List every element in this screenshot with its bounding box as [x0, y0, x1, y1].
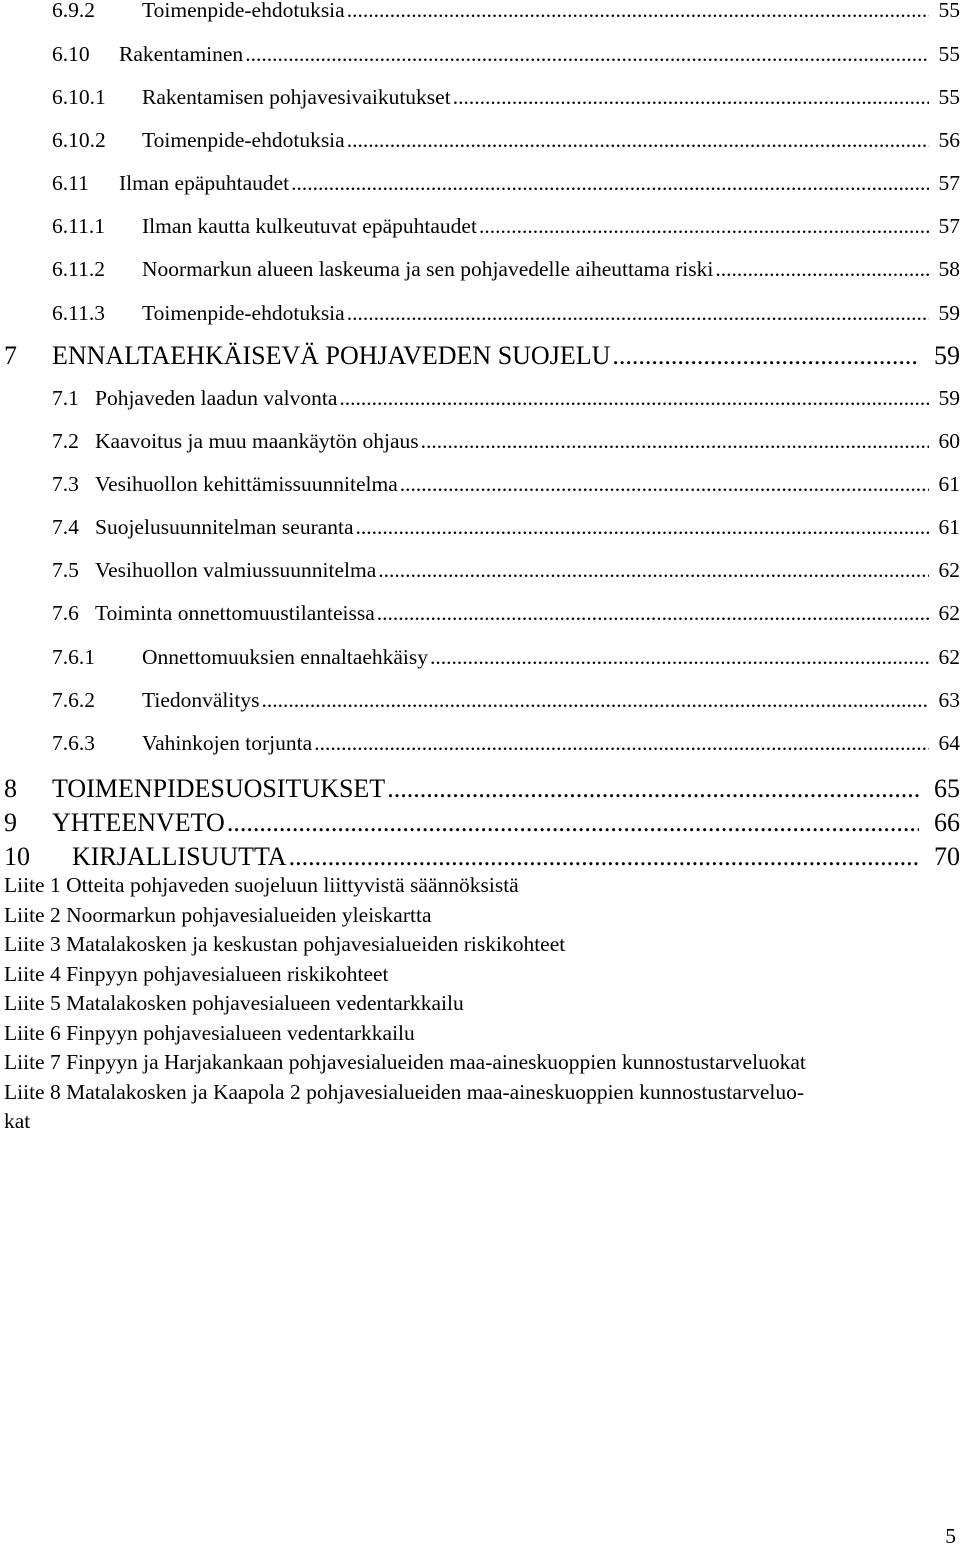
toc-entry-title-line [142, 296, 960, 330]
toc-entry-number: 7.6.3 [52, 731, 95, 755]
toc-entry-title: Ilman kautta kulkeutuvat epäpuhtaudet [142, 214, 477, 238]
toc-entry[interactable] [0, 296, 960, 330]
toc-entry-title-line [95, 467, 960, 501]
toc-entry-title: Suojelusuunnitelman seuranta [95, 515, 354, 539]
toc-entry[interactable] [0, 640, 960, 674]
dot-leader [347, 123, 929, 157]
toc-entry[interactable] [0, 166, 960, 200]
toc-entry[interactable] [0, 553, 960, 587]
toc-entry-number: 7 [4, 341, 17, 370]
toc-entry-page: 55 [938, 85, 960, 109]
toc-entry-title: Rakentamisen pohjavesivaikutukset [142, 85, 451, 109]
appendix-item: Liite 6 Finpyyn pohjavesialueen vedentarkkailu [4, 1020, 415, 1045]
toc-entry-title: Kaavoitus ja muu maankäytön ohjaus [95, 429, 419, 453]
dot-leader [347, 0, 929, 27]
toc-entry[interactable] [0, 80, 960, 114]
dot-leader [400, 467, 929, 501]
toc-entry-title: Tiedonvälitys [142, 688, 260, 712]
appendix-item: Liite 1 Otteita pohjaveden suojeluun liittyvistä säännöksistä [4, 873, 519, 897]
toc-entry-title: Vahinkojen torjunta [142, 731, 313, 755]
dot-leader [377, 596, 929, 630]
toc-entry-page: 62 [938, 558, 960, 582]
toc-entry-number: 7.1 [52, 386, 79, 410]
toc-entry-title-line [95, 424, 960, 458]
appendix-item: Liite 5 Matalakosken pohjavesialueen vedentarkkailu [4, 991, 464, 1015]
toc-entry-title-line [142, 640, 960, 674]
toc-entry-page: 59 [938, 301, 960, 325]
toc-entry-title: Vesihuollon valmiussuunnitelma [95, 558, 377, 582]
dot-leader [421, 424, 929, 458]
toc-entry-title-line [142, 726, 960, 760]
toc-entry-title: Vesihuollon kehittämissuunnitelma [95, 472, 398, 496]
toc-entry-page: 62 [938, 645, 960, 669]
toc-entry[interactable] [0, 806, 960, 840]
toc-entry-number: 7.3 [52, 472, 79, 496]
toc-entry-title-line [52, 806, 960, 840]
toc-entry[interactable] [0, 772, 960, 806]
toc-entry[interactable] [0, 424, 960, 458]
toc-entry-number: 6.11.1 [52, 214, 105, 238]
toc-entry-page: 64 [938, 731, 960, 755]
toc-entry-page: 60 [938, 429, 960, 453]
toc-entry[interactable] [0, 840, 960, 874]
toc-entry-number: 7.6.1 [52, 645, 95, 669]
dot-leader [430, 640, 929, 674]
toc-entry[interactable] [0, 510, 960, 544]
dot-leader [387, 772, 919, 806]
toc-entry-number: 6.10.1 [52, 85, 106, 109]
appendix-item: Liite 4 Finpyyn pohjavesialueen riskikohteet [4, 961, 389, 986]
appendix-item: Liite 2 Noormarkun pohjavesialueiden yleiskartta [4, 902, 432, 927]
toc-entry-page: 63 [938, 688, 960, 712]
toc-entry[interactable] [0, 683, 960, 717]
toc-entry[interactable] [0, 467, 960, 501]
dot-leader [356, 510, 929, 544]
toc-entry[interactable] [0, 339, 960, 373]
toc-entry-title-line [95, 596, 960, 630]
toc-entry-number: 6.10 [52, 42, 90, 66]
toc-entry-number: 7.4 [52, 515, 79, 539]
dot-leader [227, 806, 919, 840]
toc-entry-title-line [52, 339, 960, 373]
dot-leader [453, 80, 929, 114]
toc-entry-title: ENNALTAEHKÄISEVÄ POHJAVEDEN SUOJELU [52, 341, 611, 370]
toc-entry[interactable] [0, 0, 960, 27]
appendix-item: Liite 8 Matalakosken ja Kaapola 2 pohjavesialueiden maa-aineskuoppien kunnostustarveluo- [4, 1079, 805, 1104]
toc-entry[interactable] [0, 381, 960, 415]
toc-entry-title: TOIMENPIDESUOSITUKSET [52, 774, 386, 803]
toc-entry-title: Toiminta onnettomuustilanteissa [95, 601, 375, 625]
toc-entry-title-line [119, 37, 960, 71]
toc-entry-page: 58 [938, 257, 960, 281]
toc-entry-title: Pohjaveden laadun valvonta [95, 386, 338, 410]
appendix-item: kat [4, 1109, 31, 1133]
toc-entry-number: 6.11.3 [52, 301, 105, 325]
dot-leader [291, 166, 929, 200]
toc-entry-title: Toimenpide-ehdotuksia [142, 128, 345, 152]
toc-entry-title: Noormarkun alueen laskeuma ja sen pohjavedelle aiheuttama riski [142, 257, 714, 281]
toc-entry-number: 6.11.2 [52, 257, 105, 281]
toc-entry-title-line [142, 683, 960, 717]
toc-entry-number: 6.11 [52, 171, 89, 195]
dot-leader [339, 381, 929, 415]
toc-entry-number: 6.10.2 [52, 128, 106, 152]
toc-entry-title: Ilman epäpuhtaudet [119, 171, 290, 195]
toc-entry[interactable] [0, 252, 960, 286]
toc-entry[interactable] [0, 209, 960, 243]
toc-entry-title-line [119, 166, 960, 200]
toc-entry-title-line [72, 840, 960, 874]
toc-entry-title-line [142, 80, 960, 114]
toc-entry-page: 66 [934, 808, 960, 837]
toc-entry-title: KIRJALLISUUTTA [72, 842, 287, 871]
toc-entry[interactable] [0, 726, 960, 760]
toc-entry-number: 8 [4, 774, 17, 803]
dot-leader [612, 339, 919, 373]
toc-entry-title: Rakentaminen [119, 42, 244, 66]
toc-entry-title-line [95, 381, 960, 415]
toc-entry-number: 7.5 [52, 558, 79, 582]
toc-entry-number: 7.6.2 [52, 688, 95, 712]
dot-leader [289, 840, 919, 874]
toc-entry-title: Toimenpide-ehdotuksia [142, 301, 345, 325]
toc-entry-title-line [95, 553, 960, 587]
dot-leader [245, 37, 929, 71]
dot-leader [347, 296, 929, 330]
toc-entry-title-line [142, 0, 960, 27]
toc-entry-number: 7.6 [52, 601, 79, 625]
appendix-list [4, 871, 954, 1137]
toc-entry-title: Toimenpide-ehdotuksia [142, 0, 345, 22]
toc-entry-page: 61 [938, 515, 960, 539]
toc-entry-title-line [52, 772, 960, 806]
toc-entry-page: 57 [938, 171, 960, 195]
toc-entry-title-line [142, 123, 960, 157]
toc-entry-title: YHTEENVETO [52, 808, 225, 837]
dot-leader [378, 553, 929, 587]
toc-entry-page: 55 [938, 0, 960, 22]
toc-entry-page: 65 [934, 774, 960, 803]
toc-entry-title-line [142, 252, 960, 286]
toc-entry-page: 55 [938, 42, 960, 66]
dot-leader [715, 252, 929, 286]
dot-leader [479, 209, 929, 243]
appendix-item: Liite 7 Finpyyn ja Harjakankaan pohjavesialueiden maa-aineskuoppien kunnostustarveluokat [4, 1050, 806, 1074]
dot-leader [261, 683, 929, 717]
appendix-item: Liite 3 Matalakosken ja keskustan pohjavesialueiden riskikohteet [4, 932, 566, 956]
toc-entry-number: 10 [4, 842, 30, 871]
toc-entry-number: 7.2 [52, 429, 79, 453]
toc-entry-page: 56 [938, 128, 960, 152]
toc-entry[interactable] [0, 123, 960, 157]
toc-entry-title: Onnettomuuksien ennaltaehkäisy [142, 645, 428, 669]
toc-entry[interactable] [0, 596, 960, 630]
toc-entry-page: 59 [938, 386, 960, 410]
toc-entry-page: 61 [938, 472, 960, 496]
toc-entry-page: 57 [938, 214, 960, 238]
toc-entry-page: 62 [938, 601, 960, 625]
toc-entry-title-line [142, 209, 960, 243]
toc-entry-title-line [95, 510, 960, 544]
dot-leader [314, 726, 929, 760]
toc-entry-number: 6.9.2 [52, 0, 95, 22]
toc-entry[interactable] [0, 37, 960, 71]
toc-entry-number: 9 [4, 808, 17, 837]
toc-entry-page: 70 [934, 842, 960, 871]
page-number: 5 [945, 1524, 956, 1548]
toc-entry-page: 59 [934, 341, 960, 370]
